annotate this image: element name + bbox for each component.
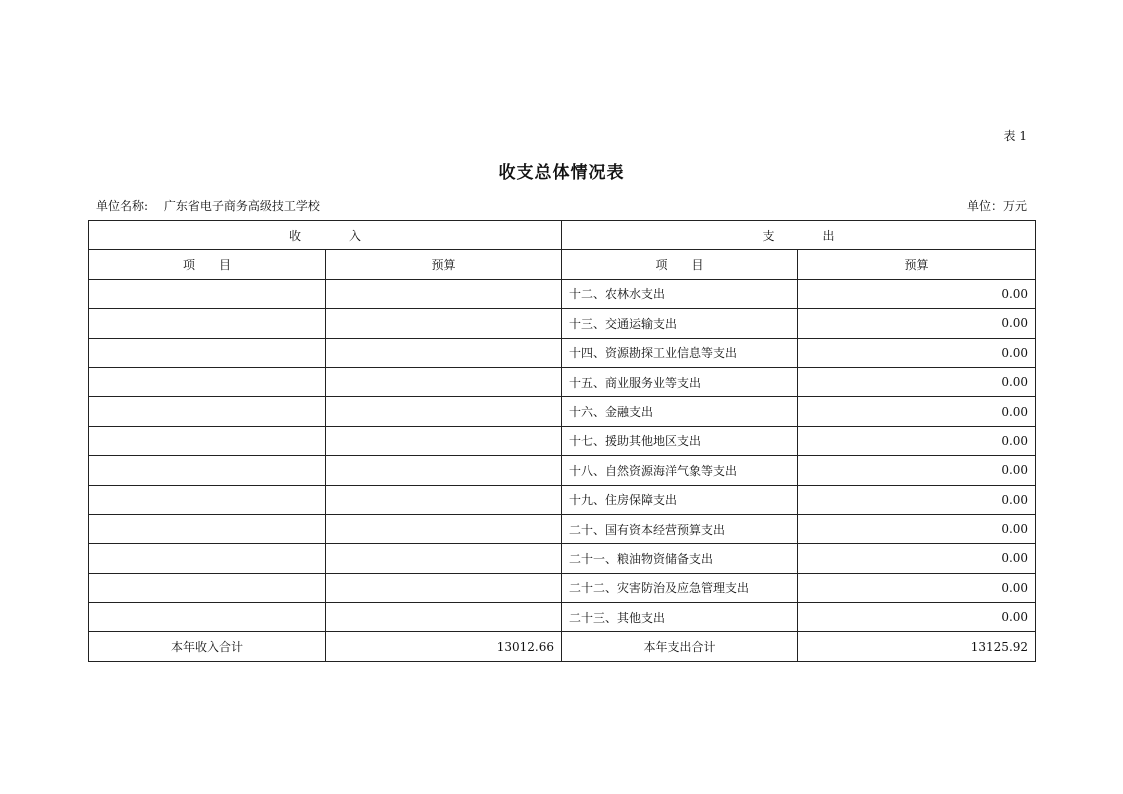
income-item-cell [89, 514, 326, 543]
expense-budget-cell: 0.00 [798, 514, 1036, 543]
table-row [89, 544, 1036, 573]
table-row [89, 485, 1036, 514]
income-section-header: 收 入 [89, 221, 562, 250]
expense-item-cell: 十八、自然资源海洋气象等支出 [562, 456, 798, 485]
income-budget-cell [326, 397, 562, 426]
expense-item-cell: 二十三、其他支出 [562, 603, 798, 632]
expense-budget-cell: 0.00 [798, 573, 1036, 602]
expense-item-cell: 十九、住房保障支出 [562, 485, 798, 514]
income-budget-cell [326, 485, 562, 514]
expense-budget-cell: 0.00 [798, 309, 1036, 338]
income-item-cell [89, 397, 326, 426]
table-row [89, 309, 1036, 338]
income-budget-cell [326, 309, 562, 338]
income-budget-cell [326, 279, 562, 308]
expense-item-cell: 十五、商业服务业等支出 [562, 367, 798, 396]
expense-budget-cell: 0.00 [798, 544, 1036, 573]
income-item-cell [89, 544, 326, 573]
expense-item-cell: 十三、交通运输支出 [562, 309, 798, 338]
expense-budget-cell: 0.00 [798, 456, 1036, 485]
income-item-cell [89, 279, 326, 308]
section-header-row [89, 221, 1036, 250]
income-budget-header: 预算 [326, 250, 562, 279]
unit-name-label: 单位名称: [96, 199, 149, 213]
table-row [89, 338, 1036, 367]
income-budget-cell [326, 456, 562, 485]
table-row [89, 397, 1036, 426]
table-row [89, 426, 1036, 455]
expense-item-cell: 十四、资源勘探工业信息等支出 [562, 338, 798, 367]
expense-budget-cell: 0.00 [798, 338, 1036, 367]
income-item-cell [89, 338, 326, 367]
expense-budget-cell: 0.00 [798, 397, 1036, 426]
expense-item-cell: 十二、农林水支出 [562, 279, 798, 308]
income-budget-cell [326, 426, 562, 455]
income-item-header: 项 目 [89, 250, 326, 279]
income-item-cell [89, 426, 326, 455]
unit-name-block [96, 197, 320, 214]
unit-name: 广东省电子商务高级技工学校 [163, 199, 320, 213]
expense-total-value: 13125.92 [798, 632, 1036, 661]
income-item-cell [89, 309, 326, 338]
income-item-cell [89, 367, 326, 396]
unit-label: 单位：万元 [966, 199, 1027, 213]
expense-budget-cell: 0.00 [798, 485, 1036, 514]
budget-table [88, 220, 1036, 662]
expense-item-cell: 二十一、粮油物资储备支出 [562, 544, 798, 573]
income-item-cell [89, 603, 326, 632]
income-item-cell [89, 456, 326, 485]
table-row [89, 603, 1036, 632]
column-header-row [89, 250, 1036, 279]
expense-section-header: 支 出 [562, 221, 1036, 250]
table-row [89, 367, 1036, 396]
table-number: 表 1 [1003, 129, 1027, 143]
income-total-value: 13012.66 [326, 632, 562, 661]
expense-total-label: 本年支出合计 [562, 632, 798, 661]
expense-item-header: 项 目 [562, 250, 798, 279]
table-row [89, 514, 1036, 543]
income-item-cell [89, 485, 326, 514]
table-row [89, 456, 1036, 485]
income-budget-cell [326, 603, 562, 632]
expense-item-cell: 二十二、灾害防治及应急管理支出 [562, 573, 798, 602]
income-budget-cell [326, 514, 562, 543]
expense-budget-cell: 0.00 [798, 426, 1036, 455]
table-row [89, 573, 1036, 602]
income-total-label: 本年收入合计 [89, 632, 326, 661]
expense-item-cell: 二十、国有资本经营预算支出 [562, 514, 798, 543]
expense-item-cell: 十六、金融支出 [562, 397, 798, 426]
income-budget-cell [326, 544, 562, 573]
income-item-cell [89, 573, 326, 602]
income-budget-cell [326, 338, 562, 367]
expense-budget-cell: 0.00 [798, 367, 1036, 396]
table-row [89, 279, 1036, 308]
meta-row [96, 197, 1027, 214]
expense-budget-cell: 0.00 [798, 603, 1036, 632]
income-budget-cell [326, 573, 562, 602]
expense-budget-header: 预算 [798, 250, 1036, 279]
page-title: 收支总体情况表 [498, 163, 625, 183]
income-budget-cell [326, 367, 562, 396]
totals-row [89, 632, 1036, 661]
expense-budget-cell: 0.00 [798, 279, 1036, 308]
expense-item-cell: 十七、援助其他地区支出 [562, 426, 798, 455]
